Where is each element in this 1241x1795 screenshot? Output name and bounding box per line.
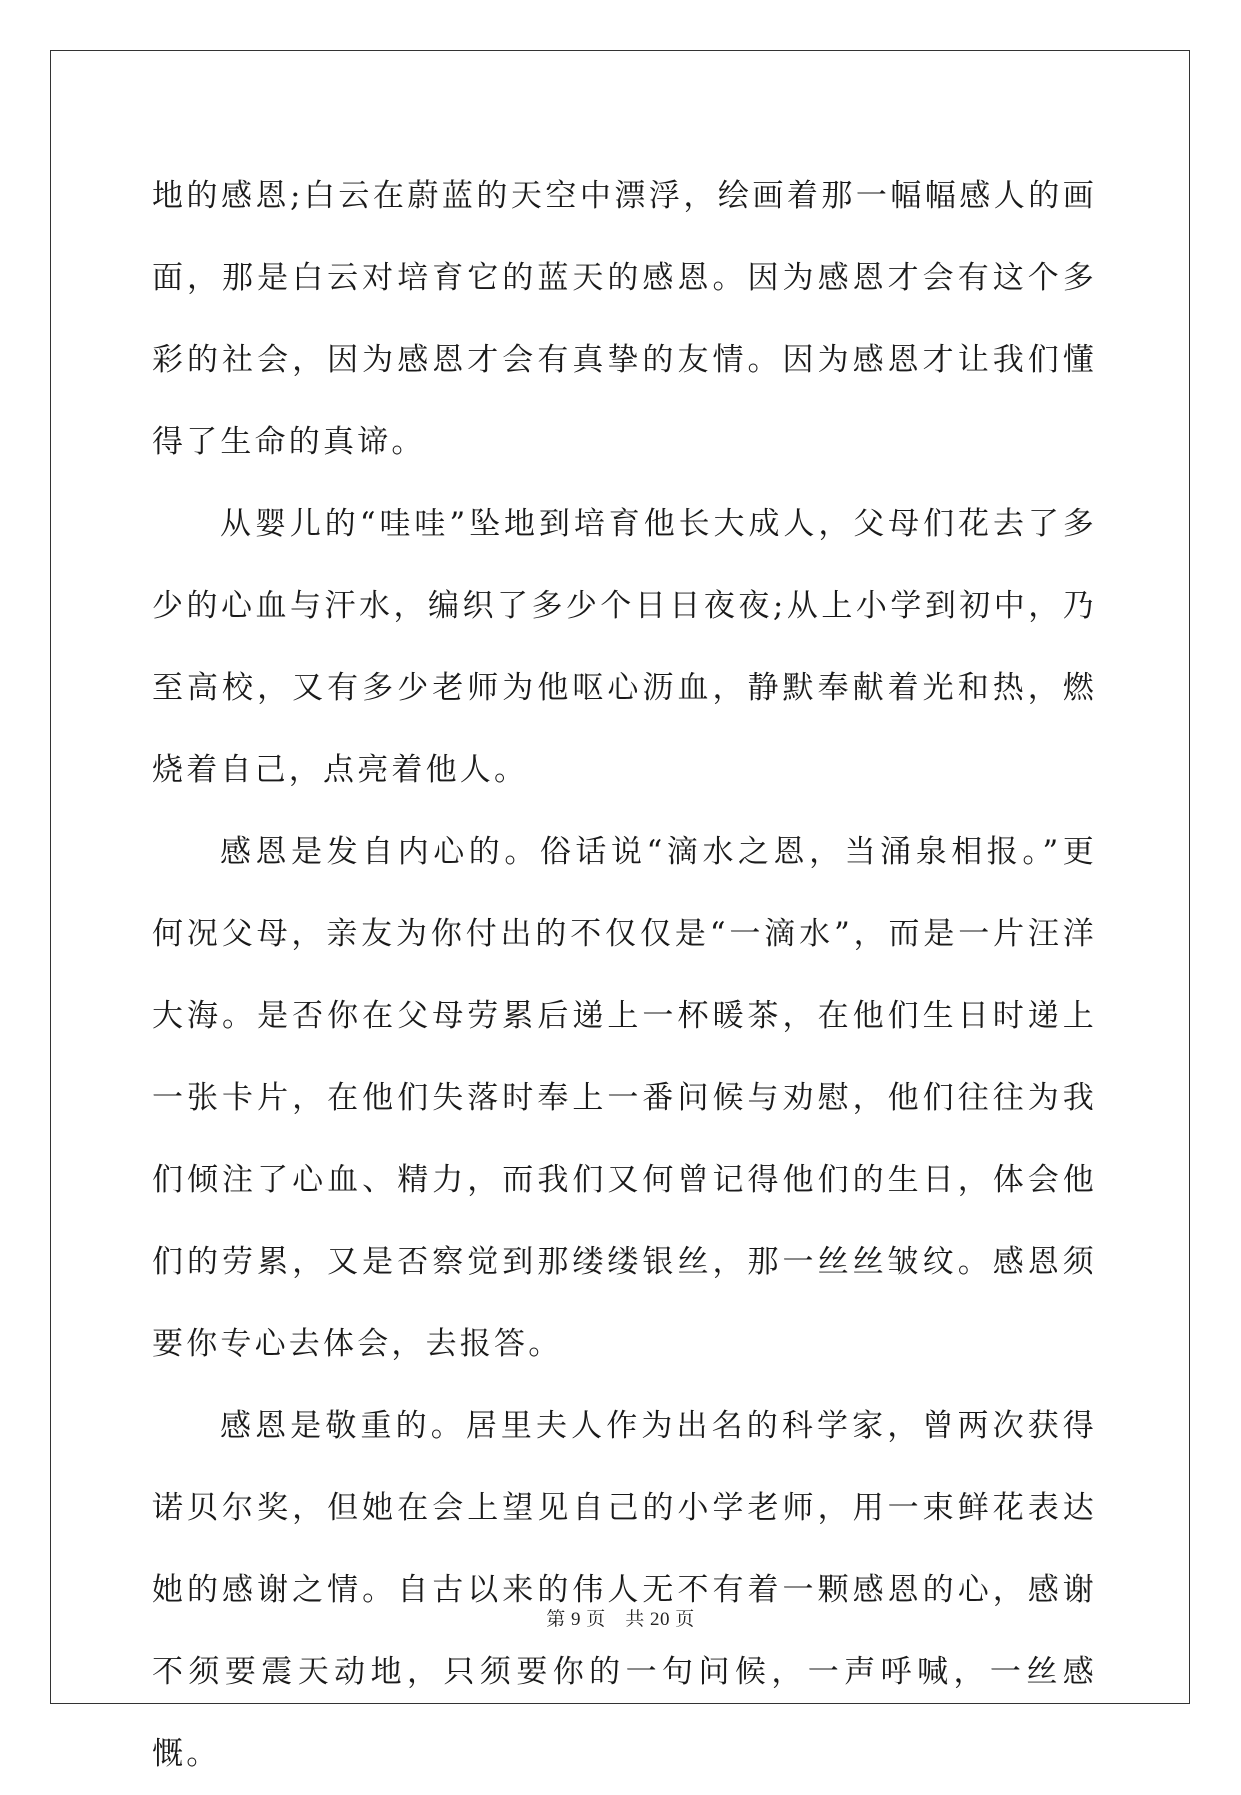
document-body [152, 155, 1097, 1795]
paragraph-3: 感恩是发自内心的。俗话说“滴水之恩，当涌泉相报。”更何况父母，亲友为你付出的不仅仅是“一滴水”，而是一片汪洋大海。是否你在父母劳累后递上一杯暖茶，在他们生日时递上一张卡片，在他们失落时奉上一番问候与劝慰，他们往往为我们倾注了心血、精力，而我们又何曾记得他们的生日，体会他们的劳累，又是否察觉到那缕缕银丝，那一丝丝皱纹。感恩须要你专心去体会，去报答。 [152, 834, 1097, 1362]
paragraph-1: 地的感恩;白云在蔚蓝的天空中漂浮，绘画着那一幅幅感人的画面，那是白云对培育它的蓝天的感恩。因为感恩才会有这个多彩的社会，因为感恩才会有真挚的友情。因为感恩才让我们懂得了生命的真谛。 [152, 178, 1097, 460]
paragraph-4: 感恩是敬重的。居里夫人作为出名的科学家，曾两次获得诺贝尔奖，但她在会上望见自己的小学老师，用一束鲜花表达她的感谢之情。自古以来的伟人无不有着一颗感恩的心，感谢不须要震天动地，只须要你的一句问候，一声呼喊，一丝感慨。 [152, 1408, 1097, 1772]
page-number-footer: 第 9 页 共 20 页 [546, 1609, 695, 1630]
paragraph-2: 从婴儿的“哇哇”坠地到培育他长大成人，父母们花去了多少的心血与汗水，编织了多少个日日夜夜;从上小学到初中，乃至高校，又有多少老师为他呕心沥血，静默奉献着光和热，燃烧着自己，点亮着他人。 [152, 506, 1097, 788]
